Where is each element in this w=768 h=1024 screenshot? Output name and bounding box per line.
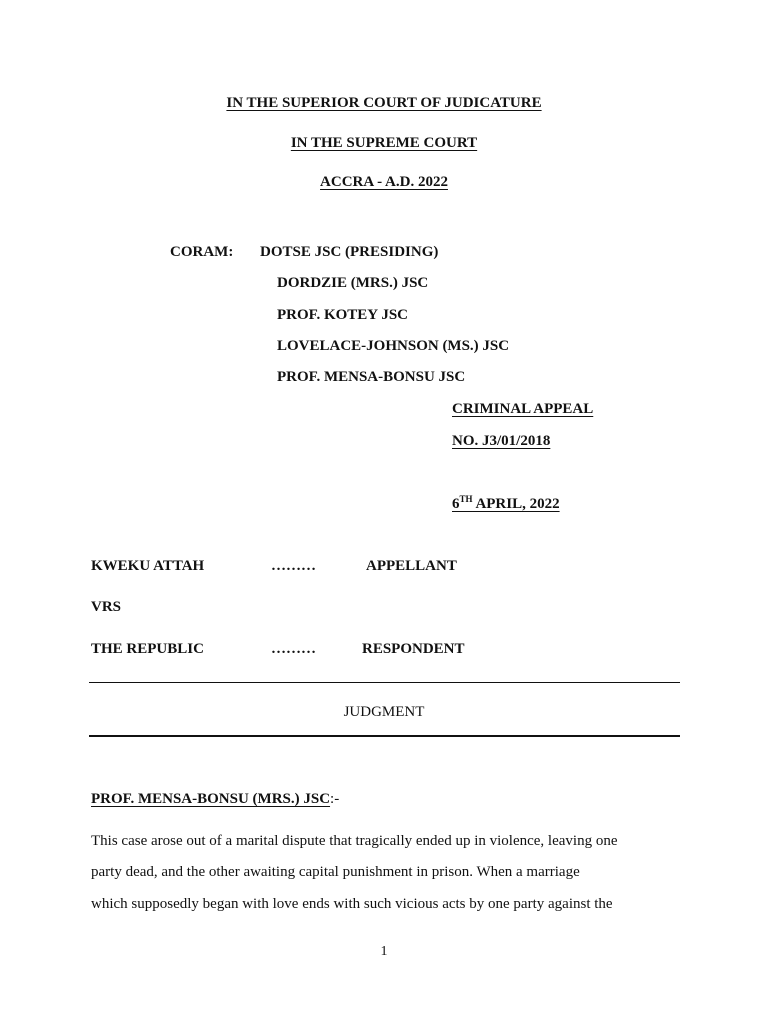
paragraph-line-2: party dead, and the other awaiting capital punishment in prison. When a marriage xyxy=(91,864,580,880)
appellant-name: KWEKU ATTAH xyxy=(91,558,205,574)
appellant-dots: ……… xyxy=(271,558,316,574)
judgment-author-suffix: :- xyxy=(330,791,340,807)
case-type: CRIMINAL APPEAL xyxy=(452,401,594,417)
case-date-rest: APRIL, 2022 xyxy=(472,496,560,512)
respondent-role: RESPONDENT xyxy=(362,641,465,657)
court-header-line2: IN THE SUPREME COURT xyxy=(290,135,478,151)
versus-label: VRS xyxy=(91,599,122,615)
divider-bottom xyxy=(89,735,680,737)
respondent-dots: ……… xyxy=(271,641,316,657)
case-date-suffix: TH xyxy=(459,494,473,504)
judgment-author xyxy=(91,792,339,807)
court-header xyxy=(0,96,768,111)
judgment-author-name: PROF. MENSA-BONSU (MRS.) JSC xyxy=(91,791,331,807)
court-header-line3: ACCRA - A.D. 2022 xyxy=(320,174,448,190)
court-header-3 xyxy=(0,175,768,190)
case-number: NO. J3/01/2018 xyxy=(452,433,551,449)
appellant-role: APPELLANT xyxy=(366,558,457,574)
coram-judge-5: PROF. MENSA-BONSU JSC xyxy=(277,369,466,385)
court-header-line1: IN THE SUPERIOR COURT OF JUDICATURE xyxy=(226,95,542,111)
coram-label: CORAM: xyxy=(170,244,234,260)
divider-top xyxy=(89,682,680,683)
coram-judge-4: LOVELACE-JOHNSON (MS.) JSC xyxy=(277,338,510,354)
coram-judge-3: PROF. KOTEY JSC xyxy=(277,307,408,323)
respondent-name: THE REPUBLIC xyxy=(91,641,204,657)
judgment-heading: JUDGMENT xyxy=(343,704,425,720)
coram-judge-1: DOTSE JSC (PRESIDING) xyxy=(260,244,439,260)
case-date-day: 6 xyxy=(452,496,460,512)
court-header-2 xyxy=(0,136,768,151)
page-number: 1 xyxy=(380,944,388,959)
coram-judge-2: DORDZIE (MRS.) JSC xyxy=(277,275,429,291)
paragraph-line-3: which supposedly began with love ends with such vicious acts by one party against the xyxy=(91,896,613,912)
paragraph-line-1: This case arose out of a marital dispute that tragically ended up in violence, leaving one xyxy=(91,833,618,849)
case-date xyxy=(452,494,560,512)
